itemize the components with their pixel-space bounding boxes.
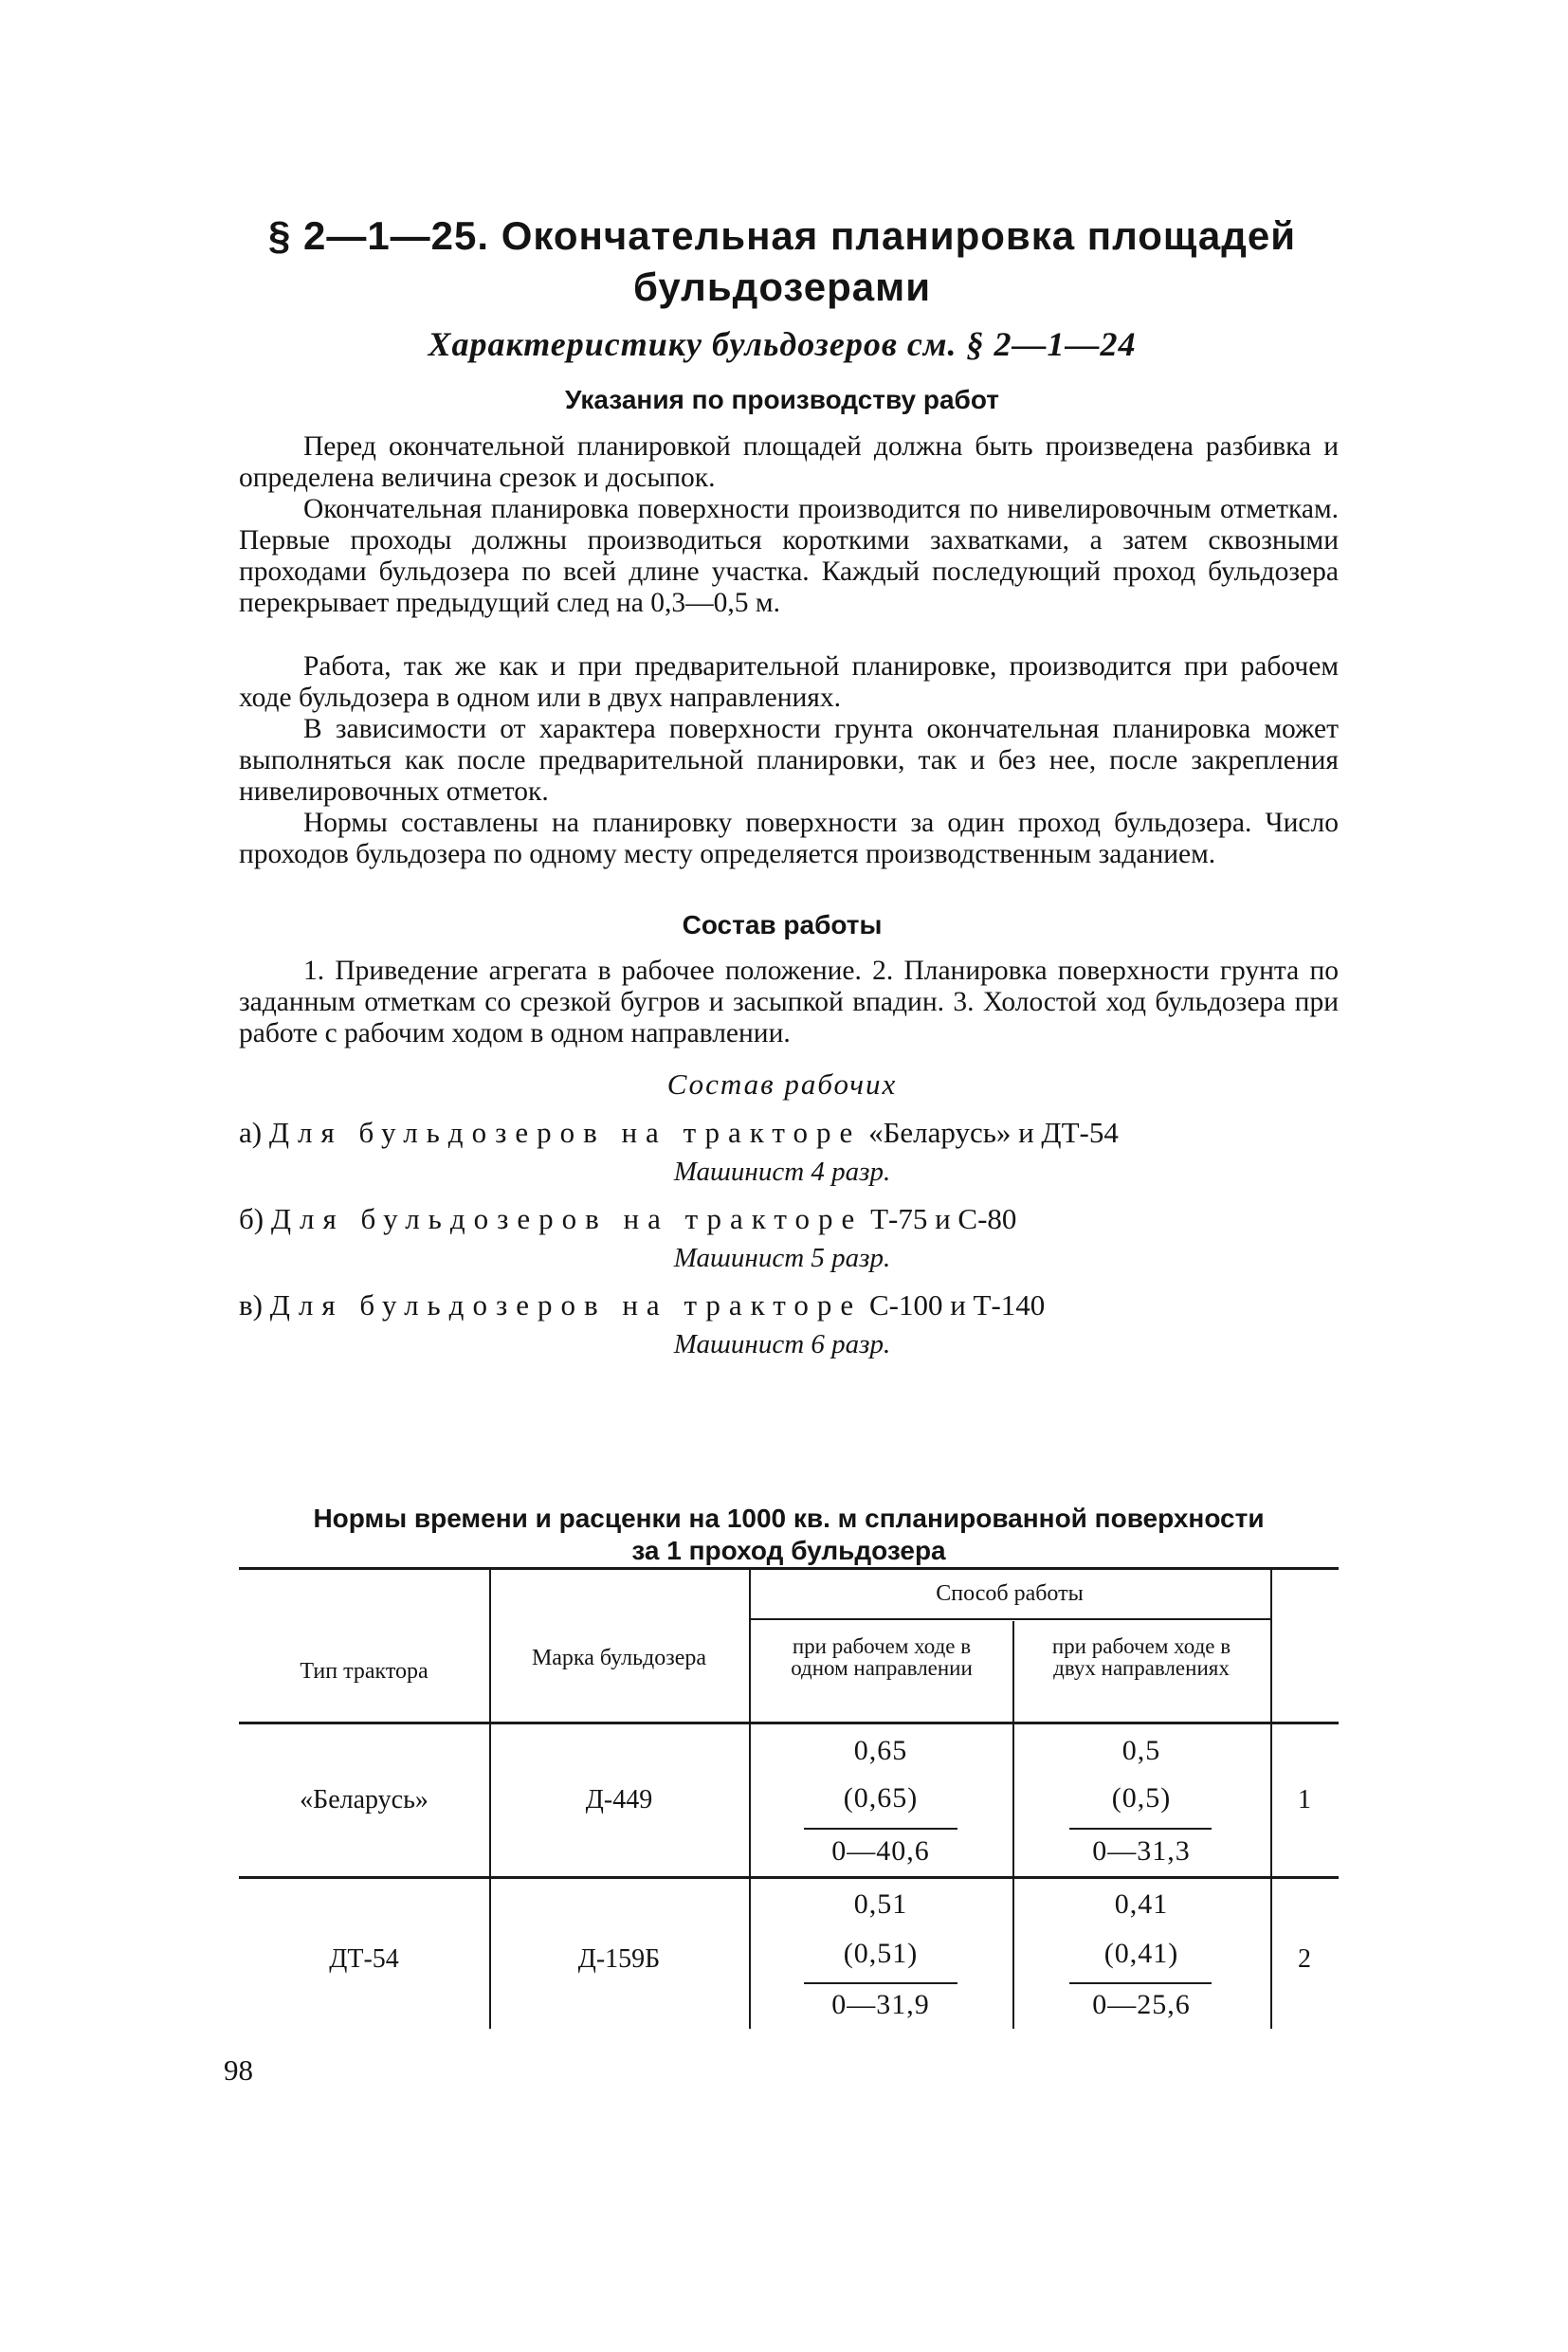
row1-tractor: «Беларусь» (300, 1785, 428, 1814)
table-row-rule (239, 1876, 1339, 1879)
worker-item-lead: Для бульдозеров на тракторе (269, 1288, 863, 1322)
instruction-paragraph-2: Окончательная планировка поверхности производится по нивелировочным отметкам. Первые проходы должны производиться короткими захватками, а затем сквозными проходами бульдозера по всей длине участка. Каждый последующий проход бульдозера перекрывает предыдущий след на 0,3—0,5 м. (239, 494, 1339, 618)
row2-two-rate: 0—25,6 (1092, 1989, 1191, 2020)
row2-two-norm-paren: (0,41) (1103, 1938, 1179, 1969)
work-paragraph: 1. Приведение агрегата в рабочее положение. 2. Планировка поверхности грунта по заданным отметкам со срезкой бугров и засыпкой впадин. 3. Холостой ход бульдозера при работе с рабочим ходом в одном направлении. (239, 956, 1339, 1048)
header-two-directions: при рабочем ходе в двух направлениях (1051, 1634, 1231, 1680)
worker-item-models: «Беларусь» и ДТ-54 (868, 1116, 1119, 1149)
worker-item-lead: Для бульдозеров на тракторе (270, 1202, 864, 1235)
table-title (239, 1503, 1339, 1567)
section-subtitle: Характеристику бульдозеров см. § 2—1—24 (428, 325, 1137, 363)
worker-rank-c: Машинист 6 разр. (673, 1329, 891, 1359)
workers-heading: Состав рабочих (666, 1067, 898, 1101)
instruction-paragraph-1: Перед окончательной планировкой площадей должна быть произведена разбивка и определена величина срезок и досыпок. (239, 431, 1339, 493)
worker-item-marker: а) (239, 1116, 263, 1149)
worker-rank-b: Машинист 5 разр. (673, 1243, 891, 1273)
row2-brand: Д-159Б (577, 1944, 661, 1974)
row2-number: 2 (1298, 1944, 1311, 1974)
row1-one-fraction-line (804, 1828, 957, 1830)
row1-two-norm: 0,5 (1121, 1735, 1161, 1766)
row1-brand: Д-449 (585, 1785, 653, 1814)
row1-one-norm: 0,65 (853, 1735, 908, 1766)
section-title-line2: бульдозерами (632, 264, 932, 309)
worker-item-a (239, 1116, 1339, 1150)
row1-one-norm-paren: (0,65) (843, 1782, 919, 1814)
instruction-paragraph-5: Нормы составлены на планировку поверхности за один проход бульдозера. Число проходов бульдозера по одному месту определяется производственным заданием. (239, 808, 1339, 869)
header-one-direction: при рабочем ходе в одном направлении (791, 1634, 973, 1680)
worker-rank-a: Машинист 4 разр. (673, 1157, 891, 1187)
row2-one-norm-paren: (0,51) (843, 1938, 919, 1969)
row1-two-fraction-line (1069, 1828, 1212, 1830)
worker-item-models: Т-75 и С-80 (870, 1202, 1017, 1235)
worker-item-marker: в) (239, 1288, 263, 1322)
header-dozer-brand: Марка бульдозера (531, 1646, 707, 1670)
row2-two-norm: 0,41 (1114, 1888, 1169, 1920)
table-header-rule (239, 1722, 1339, 1724)
row2-two-fraction-line (1069, 1982, 1212, 1984)
worker-item-b (239, 1202, 1339, 1236)
section-title (237, 210, 1327, 313)
worker-item-models: С-100 и Т-140 (868, 1288, 1046, 1322)
row1-number: 1 (1298, 1785, 1311, 1814)
row2-one-norm: 0,51 (853, 1888, 908, 1920)
row2-one-fraction-line (804, 1982, 957, 1984)
instruction-paragraph-4: В зависимости от характера поверхности грунта окончательная планировка может выполняться как после предварительной планировки, так и без нее, после закрепления нивелировочных отметок. (239, 714, 1339, 807)
worker-item-c (239, 1288, 1339, 1322)
worker-item-lead: Для бульдозеров на тракторе (268, 1116, 862, 1149)
work-heading: Состав работы (682, 910, 883, 939)
instruction-paragraph-3: Работа, так же как и при предварительной планировке, производится при рабочем ходе бульдозера в одном или в двух направлениях. (239, 651, 1339, 713)
header-method: Способ работы (936, 1581, 1084, 1606)
row1-two-norm-paren: (0,5) (1111, 1782, 1172, 1814)
header-tractor-type: Тип трактора (300, 1659, 428, 1684)
row2-tractor: ДТ-54 (329, 1944, 399, 1974)
page-number: 98 (224, 2053, 253, 2087)
row1-one-rate: 0—40,6 (831, 1835, 930, 1867)
table-top-rule (239, 1567, 1339, 1570)
row2-one-rate: 0—31,9 (831, 1989, 930, 2020)
row1-two-rate: 0—31,3 (1092, 1835, 1191, 1867)
worker-item-marker: б) (239, 1202, 264, 1235)
instructions-heading: Указания по производству работ (565, 385, 999, 414)
table-title-line2: за 1 проход бульдозера (631, 1536, 946, 1565)
method-header-rule (749, 1618, 1270, 1620)
table-title-line1: Нормы времени и расценки на 1000 кв. м спланированной поверхности (313, 1504, 1265, 1533)
section-title-line1: § 2—1—25. Окончательная планировка площадей (267, 213, 1297, 258)
